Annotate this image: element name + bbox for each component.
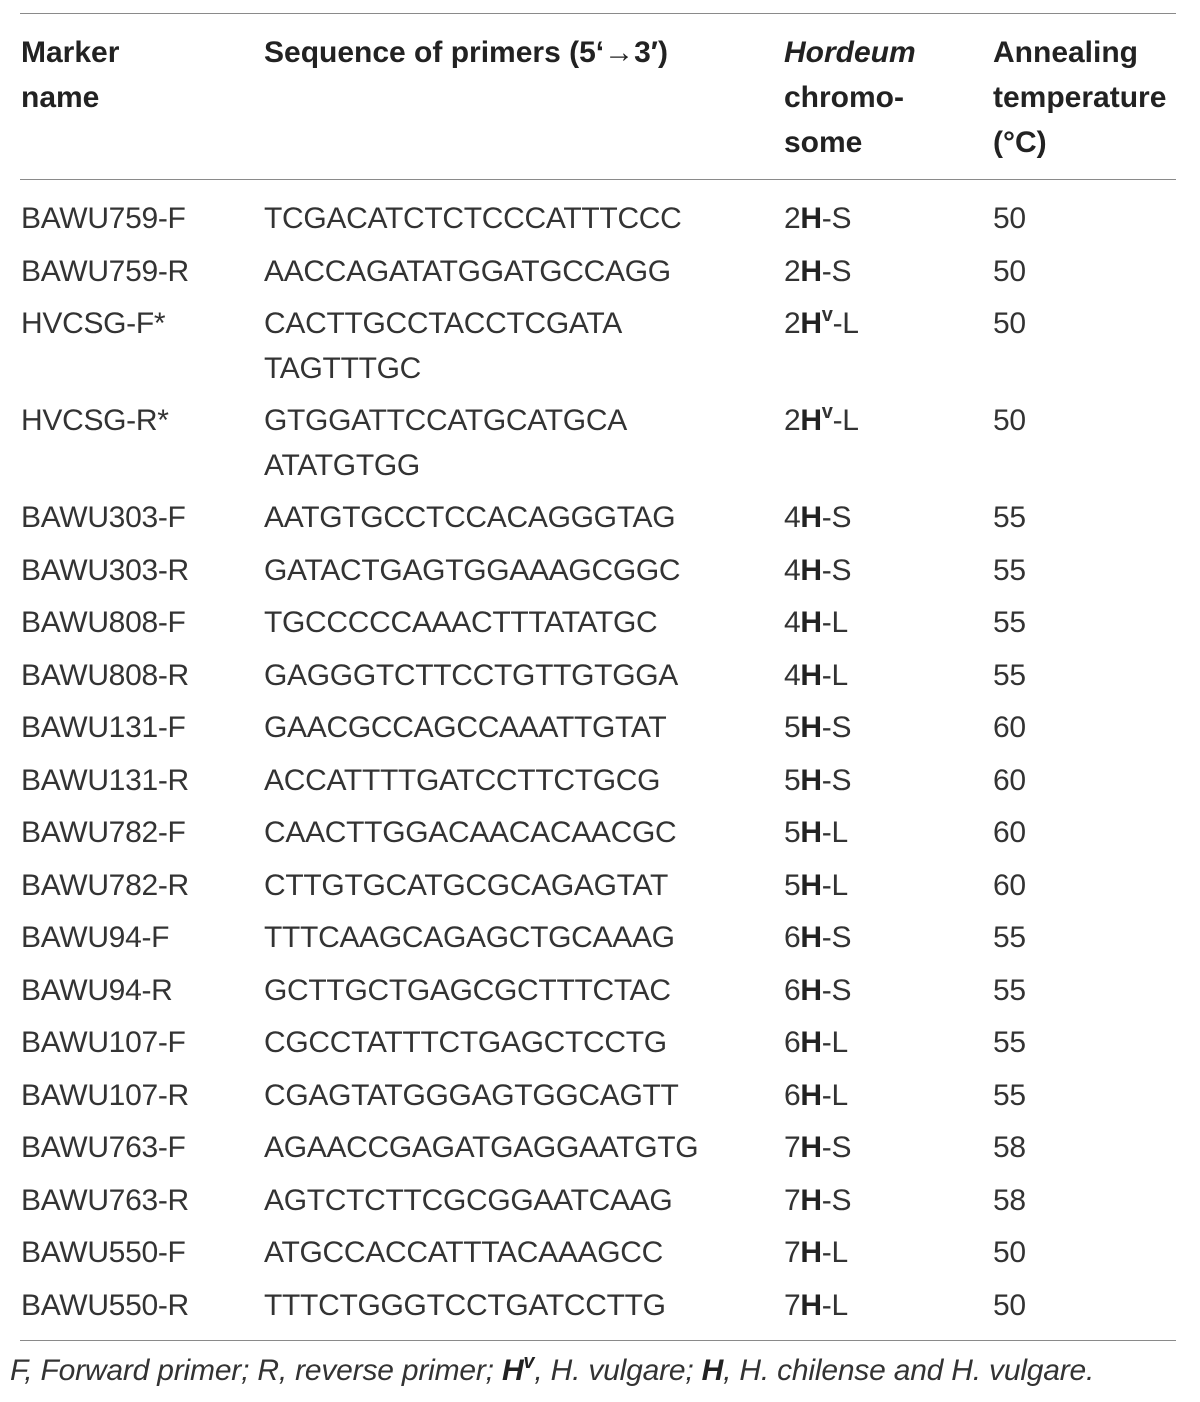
cell-temperature: 50 — [993, 404, 1026, 437]
cell-marker: BAWU107-R — [21, 1078, 189, 1112]
cell-chromosome — [784, 1125, 851, 1170]
cell-chromosome — [784, 1283, 848, 1328]
chromosome-arm: -L — [821, 1078, 848, 1112]
cell-temperature: 55 — [993, 606, 1026, 639]
chromosome-genome: H — [800, 553, 822, 587]
chromosome-number: 4 — [784, 501, 801, 534]
cell-marker: BAWU808-R — [21, 658, 189, 692]
header-sequence-text: Sequence of primers (5‘→3′) — [264, 36, 668, 69]
table-header-rule — [20, 179, 1176, 180]
chromosome-genome: H — [800, 868, 822, 902]
table-row — [0, 758, 1200, 811]
header-marker-name — [21, 30, 191, 120]
chromosome-genome: H — [800, 658, 822, 692]
table-row — [0, 810, 1200, 863]
sequence-line: AGTCTCTTCGCGGAATCAAG — [264, 1183, 673, 1217]
cell-marker: BAWU782-F — [21, 816, 186, 849]
sequence-line: ACCATTTTGATCCTTCTGCG — [264, 763, 661, 797]
table-row — [0, 548, 1200, 601]
chromosome-number: 7 — [784, 1131, 801, 1164]
chromosome-number: 2 — [784, 307, 801, 340]
sequence-line: GAACGCCAGCCAAATTGTAT — [264, 711, 667, 744]
table-row — [0, 1020, 1200, 1073]
cell-marker: BAWU782-R — [21, 868, 189, 902]
cell-sequence — [264, 249, 671, 294]
cell-temperature: 55 — [993, 1078, 1026, 1112]
cell-temperature: 50 — [993, 254, 1026, 288]
cell-sequence — [264, 968, 671, 1013]
table-row — [0, 1125, 1200, 1178]
cell-chromosome — [784, 915, 851, 960]
table-row — [0, 705, 1200, 758]
header-marker-name-text: Marker name — [21, 36, 120, 114]
cell-chromosome — [784, 1230, 848, 1275]
chromosome-genome: H — [800, 1236, 822, 1269]
chromosome-arm: -L — [821, 1236, 848, 1269]
chromosome-number: 4 — [784, 553, 801, 587]
cell-sequence — [264, 863, 668, 908]
cell-temperature: 50 — [993, 1288, 1026, 1322]
chromosome-genome: H — [800, 606, 822, 639]
cell-chromosome — [784, 249, 851, 294]
sequence-line: TGCCCCCAAACTTTATATGC — [264, 606, 658, 639]
table-footnote — [10, 1348, 1094, 1393]
table-row — [0, 653, 1200, 706]
cell-marker: BAWU303-R — [21, 553, 189, 587]
chromosome-genome: H — [800, 973, 822, 1007]
chromosome-number: 7 — [784, 1183, 801, 1217]
chromosome-genome: H — [800, 1183, 822, 1217]
cell-sequence — [264, 1178, 672, 1223]
cell-sequence — [264, 1073, 679, 1118]
cell-sequence — [264, 1283, 666, 1328]
cell-marker: BAWU550-R — [21, 1288, 189, 1322]
cell-sequence — [264, 1125, 698, 1170]
chromosome-arm: -S — [821, 501, 852, 534]
cell-sequence — [264, 653, 678, 698]
cell-marker: BAWU763-F — [21, 1131, 186, 1164]
sequence-line: AGAACCGAGATGAGGAATGTG — [264, 1131, 699, 1164]
footnote-h: H — [701, 1354, 724, 1387]
sequence-line: CTTGTGCATGCGCAGAGTAT — [264, 868, 668, 902]
cell-chromosome — [784, 495, 851, 540]
chromosome-genome: H — [800, 1078, 822, 1112]
chromosome-arm: -L — [832, 307, 859, 340]
cell-temperature: 60 — [993, 763, 1026, 797]
sequence-line: TCGACATCTCTCCCATTTCCC — [264, 202, 682, 235]
cell-temperature: 55 — [993, 553, 1026, 587]
table-bottom-rule — [20, 1340, 1176, 1341]
cell-chromosome — [784, 705, 851, 750]
footnote-hv-sup: v — [523, 1351, 535, 1373]
chromosome-number: 5 — [784, 711, 801, 744]
cell-temperature: 60 — [993, 711, 1026, 744]
table-row — [0, 863, 1200, 916]
sequence-line: GATACTGAGTGGAAAGCGGC — [264, 553, 681, 587]
sequence-line-continued: ATATGTGG — [264, 449, 420, 482]
cell-marker: BAWU107-F — [21, 1026, 186, 1059]
cell-chromosome — [784, 1178, 851, 1223]
cell-chromosome — [784, 758, 851, 803]
cell-chromosome — [784, 863, 848, 908]
cell-marker: BAWU550-F — [21, 1236, 186, 1269]
cell-chromosome — [784, 301, 859, 346]
chromosome-arm: -S — [821, 711, 852, 744]
chromosome-arm: -L — [821, 1026, 848, 1059]
table-row — [0, 249, 1200, 302]
header-annealing — [993, 30, 1193, 165]
cell-chromosome — [784, 1073, 848, 1118]
cell-marker: BAWU94-R — [21, 973, 173, 1007]
cell-temperature: 50 — [993, 307, 1026, 340]
table-row — [0, 196, 1200, 249]
cell-marker: BAWU131-R — [21, 763, 189, 797]
cell-chromosome — [784, 810, 848, 855]
chromosome-arm: -L — [832, 404, 859, 437]
cell-sequence — [264, 705, 666, 750]
chromosome-arm: -S — [821, 1183, 852, 1217]
cell-sequence — [264, 1230, 663, 1275]
sequence-line: TTTCTGGGTCCTGATCCTTG — [264, 1288, 666, 1322]
chromosome-number: 2 — [784, 404, 801, 437]
cell-chromosome — [784, 548, 851, 593]
cell-temperature: 50 — [993, 1236, 1026, 1269]
table-row — [0, 301, 1200, 398]
cell-marker: BAWU94-F — [21, 921, 170, 954]
cell-marker: BAWU759-F — [21, 202, 186, 235]
cell-temperature: 50 — [993, 202, 1026, 235]
sequence-line: CGCCTATTTCTGAGCTCCTG — [264, 1026, 667, 1059]
sequence-line-continued: TAGTTTGC — [264, 352, 422, 385]
table-row — [0, 398, 1200, 495]
sequence-line: CACTTGCCTACCTCGATA — [264, 307, 622, 340]
chromosome-number: 6 — [784, 921, 801, 954]
chromosome-number: 4 — [784, 606, 801, 639]
table-row — [0, 968, 1200, 1021]
table-row — [0, 1230, 1200, 1283]
cell-marker: HVCSG-F* — [21, 307, 166, 340]
sequence-line: TTTCAAGCAGAGCTGCAAAG — [264, 921, 675, 954]
cell-temperature: 55 — [993, 658, 1026, 692]
chromosome-number: 6 — [784, 973, 801, 1007]
chromosome-genome: H — [800, 202, 822, 235]
cell-temperature: 55 — [993, 973, 1026, 1007]
chromosome-number: 7 — [784, 1236, 801, 1269]
cell-temperature: 58 — [993, 1183, 1026, 1217]
header-chromosome-rest: chromo-some — [784, 81, 904, 159]
chromosome-arm: -L — [821, 658, 848, 692]
cell-marker: BAWU763-R — [21, 1183, 189, 1217]
chromosome-arm: -S — [821, 763, 852, 797]
cell-sequence — [264, 196, 682, 241]
cell-marker: HVCSG-R* — [21, 404, 169, 437]
header-chromosome — [784, 30, 934, 165]
cell-sequence — [264, 915, 675, 960]
cell-sequence — [264, 548, 680, 593]
chromosome-arm: -S — [821, 254, 852, 288]
cell-temperature: 60 — [993, 816, 1026, 849]
sequence-line: GTGGATTCCATGCATGCA — [264, 404, 627, 437]
chromosome-arm: -S — [821, 553, 852, 587]
cell-temperature: 58 — [993, 1131, 1026, 1164]
chromosome-genome: H — [800, 307, 822, 340]
cell-sequence — [264, 758, 660, 803]
cell-chromosome — [784, 600, 848, 645]
header-sequence — [264, 30, 668, 75]
chromosome-arm: -S — [821, 973, 852, 1007]
table-row — [0, 495, 1200, 548]
sequence-line: GCTTGCTGAGCGCTTTCTAC — [264, 973, 671, 1007]
chromosome-genome: H — [800, 1026, 822, 1059]
table-row — [0, 1178, 1200, 1231]
chromosome-number: 2 — [784, 254, 801, 288]
cell-temperature: 55 — [993, 501, 1026, 534]
table-row — [0, 1073, 1200, 1126]
chromosome-genome: H — [800, 1288, 822, 1322]
cell-sequence — [264, 398, 627, 488]
footnote-hv — [501, 1351, 535, 1387]
cell-sequence — [264, 810, 676, 855]
chromosome-number: 2 — [784, 202, 801, 235]
cell-sequence — [264, 301, 622, 391]
chromosome-number: 5 — [784, 868, 801, 902]
sequence-line: CAACTTGGACAACACAACGC — [264, 816, 677, 849]
chromosome-number: 6 — [784, 1026, 801, 1059]
chromosome-genome: H — [800, 921, 822, 954]
table-row — [0, 915, 1200, 968]
chromosome-arm: -L — [821, 816, 848, 849]
footnote-part2: , H. vulgare; — [534, 1354, 702, 1387]
sequence-line: CGAGTATGGGAGTGGCAGTT — [264, 1078, 679, 1112]
sequence-line: AACCAGATATGGATGCCAGG — [264, 254, 671, 288]
chromosome-number: 5 — [784, 763, 801, 797]
chromosome-genome: H — [800, 1131, 822, 1164]
cell-chromosome — [784, 1020, 848, 1065]
cell-temperature: 60 — [993, 868, 1026, 902]
header-annealing-text: Annealing temperature (°C) — [993, 36, 1167, 159]
chromosome-number: 6 — [784, 1078, 801, 1112]
chromosome-arm: -L — [821, 1288, 848, 1322]
cell-chromosome — [784, 653, 848, 698]
cell-temperature: 55 — [993, 1026, 1026, 1059]
chromosome-genome: H — [800, 404, 822, 437]
cell-temperature: 55 — [993, 921, 1026, 954]
cell-marker: BAWU131-F — [21, 711, 186, 744]
chromosome-genome: H — [800, 254, 822, 288]
chromosome-number: 4 — [784, 658, 801, 692]
cell-marker: BAWU303-F — [21, 501, 186, 534]
chromosome-genome: H — [800, 501, 822, 534]
footnote-part1: F, Forward primer; R, reverse primer; — [10, 1354, 502, 1387]
cell-sequence — [264, 495, 675, 540]
cell-marker: BAWU808-F — [21, 606, 186, 639]
chromosome-arm: -S — [821, 202, 852, 235]
chromosome-arm: -S — [821, 921, 852, 954]
cell-sequence — [264, 600, 657, 645]
chromosome-genome-sup: v — [821, 304, 833, 326]
cell-sequence — [264, 1020, 667, 1065]
sequence-line: AATGTGCCTCCACAGGGTAG — [264, 501, 676, 534]
footnote-hv-base: H — [501, 1354, 524, 1387]
chromosome-genome: H — [800, 763, 822, 797]
sequence-line: GAGGGTCTTCCTGTTGTGGA — [264, 658, 678, 692]
cell-chromosome — [784, 196, 851, 241]
chromosome-genome: H — [800, 711, 822, 744]
chromosome-arm: -L — [821, 606, 848, 639]
chromosome-number: 5 — [784, 816, 801, 849]
chromosome-arm: -L — [821, 868, 848, 902]
footnote-part3: , H. chilense and H. vulgare. — [723, 1354, 1095, 1387]
chromosome-number: 7 — [784, 1288, 801, 1322]
cell-chromosome — [784, 398, 859, 443]
chromosome-genome-sup: v — [821, 401, 833, 423]
sequence-line: ATGCCACCATTTACAAAGCC — [264, 1236, 664, 1269]
chromosome-genome: H — [800, 816, 822, 849]
header-chromosome-italic: Hordeum — [784, 36, 916, 69]
table-top-rule — [20, 13, 1176, 14]
cell-marker: BAWU759-R — [21, 254, 189, 288]
table-row — [0, 600, 1200, 653]
table-row — [0, 1283, 1200, 1336]
cell-chromosome — [784, 968, 851, 1013]
chromosome-arm: -S — [821, 1131, 852, 1164]
